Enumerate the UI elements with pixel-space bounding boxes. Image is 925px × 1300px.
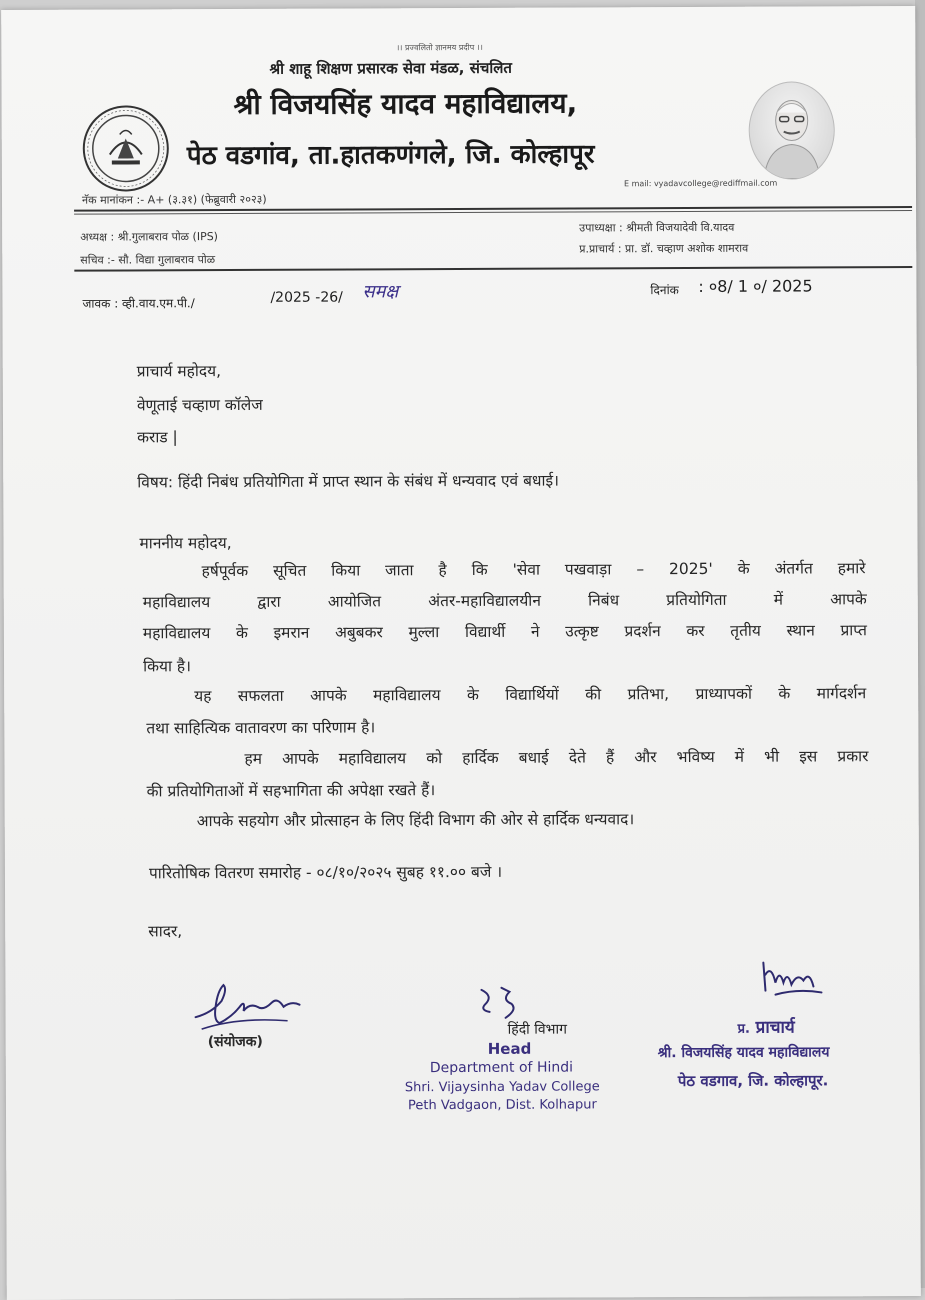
stamp-head: Head bbox=[487, 1039, 532, 1058]
outward-ref-prefix: जावक : व्ही.वाय.एम.पी./ bbox=[82, 296, 195, 311]
salutation: माननीय महोदय, bbox=[139, 533, 232, 553]
principal-line: प्र.प्राचार्य : प्रा. डॉ. चव्हाण अशोक शामराव bbox=[579, 241, 749, 256]
stamp-place: Peth Vadgaon, Dist. Kolhapur bbox=[407, 1097, 597, 1114]
founder-portrait bbox=[749, 81, 835, 179]
handwritten-ref-number: समक्ष bbox=[362, 281, 399, 303]
letter-subject: विषय: हिंदी निबंध प्रतियोगिता में प्राप्त स्थान के संबंध में धन्यवाद एवं बधाई। bbox=[137, 471, 559, 492]
naac-grade: नॅक मानांकन :- A+ (३.३१) (फेब्रुवारी २०२३) bbox=[81, 192, 267, 207]
principal-stamp-place: पेठ वडगाव, जि. कोल्हापूर. bbox=[677, 1071, 829, 1091]
principal-signature bbox=[757, 950, 827, 1006]
paragraph-4: आपके सहयोग और प्रोत्साहन के लिए हिंदी विभाग की ओर से हार्दिक धन्यवाद। bbox=[196, 810, 635, 831]
head-signature bbox=[475, 982, 525, 1022]
coordinator-signature bbox=[187, 977, 311, 1036]
college-motto: ।। प्रज्वलितो ज्ञानमय प्रदीप ।। bbox=[396, 42, 483, 53]
paragraph-1-line-2: महाविद्यालय द्वारा आयोजित अंतर-महाविद्यालयीन निबंध प्रतियोगिता में आपके bbox=[142, 590, 867, 612]
college-name: श्री विजयसिंह यादव महाविद्यालय, bbox=[233, 86, 578, 121]
paragraph-3-line-2: की प्रतियोगिताओं में सहभागिता की अपेक्षा रखते हैं। bbox=[146, 781, 436, 801]
vice-president-line: उपाध्यक्षा : श्रीमती विजयादेवी वि.यादव bbox=[579, 220, 735, 235]
paragraph-1-line-3: महाविद्यालय के इमरान अबुबकर मुल्ला विद्यार्थी ने उत्कृष्ट प्रदर्शन कर तृतीय स्थान प्राप्त bbox=[142, 621, 867, 643]
college-address: पेठ वडगांव, ता.हातकणंगले, जि. कोल्हापूर bbox=[186, 139, 595, 172]
letter-paper bbox=[1, 6, 921, 1300]
outward-ref-year: /2025 -26/ bbox=[270, 289, 343, 306]
paragraph-1-line-1: हर्षपूर्वक सूचित किया जाता है कि 'सेवा पखवाड़ा – 2025' के अंतर्गत हमारे bbox=[201, 559, 866, 581]
college-logo-seal bbox=[82, 104, 170, 192]
stamp-college: Shri. Vijaysinha Yadav College bbox=[404, 1079, 600, 1096]
principal-prefix: प्र. bbox=[737, 1021, 751, 1037]
stamp-department: Department of Hindi bbox=[429, 1059, 574, 1077]
hindi-department-label: हिंदी विभाग bbox=[507, 1021, 568, 1038]
recipient-college: वेणूताई चव्हाण कॉलेज bbox=[136, 395, 263, 415]
parent-organization: श्री शाहू शिक्षण प्रसारक सेवा मंडळ, संचलित bbox=[269, 58, 513, 78]
date-label: दिनांक bbox=[650, 283, 679, 298]
closing: सादर, bbox=[148, 922, 183, 941]
college-email: E mail: vyadavcollege@rediffmail.com bbox=[623, 178, 778, 189]
coordinator-label: (संयोजक) bbox=[207, 1033, 263, 1051]
paragraph-2-line-2: तथा साहित्यिक वातावरण का परिणाम है। bbox=[146, 718, 376, 738]
president-line: अध्यक्ष : श्री.गुलाबराव पोळ (IPS) bbox=[80, 230, 218, 244]
secretary-line: सचिव :- सौ. विद्या गुलाबराव पोळ bbox=[80, 253, 216, 267]
principal-title: प्राचार्य bbox=[755, 1017, 795, 1038]
principal-stamp-college: श्री. विजयसिंह यादव महाविद्यालय bbox=[657, 1044, 830, 1062]
date-value: : ०8/ 1 ०/ 2025 bbox=[698, 276, 813, 296]
paragraph-3-line-1: हम आपके महाविद्यालय को हार्दिक बधाई देते हैं और भविष्य में भी इस प्रकार bbox=[244, 747, 869, 768]
prize-ceremony-note: पारितोषिक वितरण समारोह - ०८/१०/२०२५ सुबह ११.०० बजे । bbox=[148, 862, 503, 883]
recipient-title: प्राचार्य महोदय, bbox=[136, 362, 222, 381]
recipient-city: कराड | bbox=[137, 428, 178, 447]
paragraph-1-line-4: किया है। bbox=[143, 657, 192, 676]
paragraph-2-line-1: यह सफलता आपके महाविद्यालय के विद्यार्थियों की प्रतिभा, प्राध्यापकों के मार्गदर्शन bbox=[194, 684, 867, 706]
